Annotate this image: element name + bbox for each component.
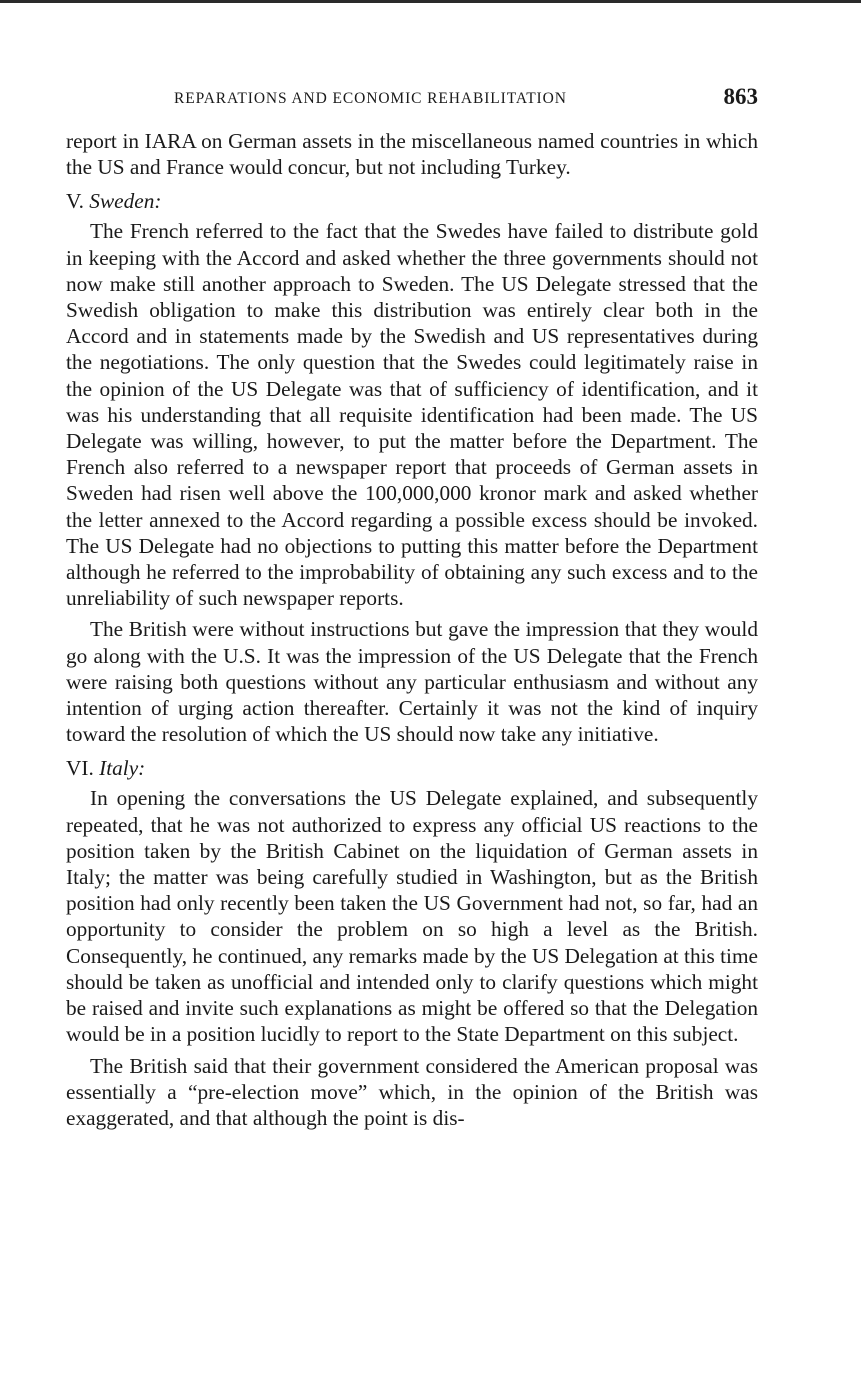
body-text (66, 128, 758, 1131)
paragraph-sweden-2: The British were without instructions but gave the impression that they would go along with the U.S. It was the impression of the US Delegate that the French were raising both questions without any particular enthusiasm and without any intention of urging action thereafter. Certainly it was not the kind of inquiry toward the resolution of which the US should now take any initiative. (66, 617, 758, 747)
paragraph-italy-2: The British said that their government considered the American proposal was essentially a “pre-election move” which, in the opinion of the British was exaggerated, and that although the point is dis- (66, 1053, 758, 1130)
continuation-paragraph: report in IARA on German assets in the miscellaneous named countries in which the US and France would concur, but not including Turkey. (66, 129, 758, 180)
section-heading-sweden (66, 188, 758, 214)
paragraph-italy-1: In opening the conversations the US Delegate explained, and subsequently repeated, that he was not authorized to express any official US reactions to the position taken by the British Cabinet on the liquidation of German assets in Italy; the matter was being carefully studied in Washington, but as the British position had only recently been taken the US Government had not, so far, had an opportunity to consider the problem on so high a level as the British. Consequently, he continued, any remarks made by the US Delegation at this time should be taken as unofficial and intended only to clarify questions which might be raised and invite such explanations as might be offered so that the Delegation would be in a position lucidly to report to the State Department on this subject. (66, 786, 758, 1047)
running-header (66, 84, 758, 118)
paragraph-sweden-1: The French referred to the fact that the Swedes have failed to distribute gold in keeping with the Accord and asked whether the three governments should not now make still another approach to Sweden. The US Delegate stressed that the Swedish obligation to make this distribution was entirely clear both in the Accord and in statements made by the Swedish and US representatives during the negotiations. The only question that the Swedes could legitimately raise in the opinion of the US Delegate was that of sufficiency of identification, and it was his understanding that all requisite identification had been made. The US Delegate was willing, however, to put the matter before the Department. The French also referred to a newspaper report that proceeds of German assets in Sweden had risen well above the 100,000,000 kronor mark and asked whether the letter annexed to the Accord regarding a possible excess should be invoked. The US Delegate had no objections to putting this matter before the Department although he referred to the improbability of obtaining any such excess and to the unreliability of such newspaper reports. (66, 219, 758, 611)
section-numeral: VI. (66, 756, 94, 781)
running-title: REPARATIONS AND ECONOMIC REHABILITATION (174, 90, 567, 107)
document-page (66, 84, 758, 1131)
section-title: Sweden: (89, 189, 162, 214)
top-edge-rule (0, 0, 861, 3)
section-numeral: V. (66, 189, 84, 214)
section-heading-italy (66, 755, 758, 781)
section-title: Italy: (99, 756, 146, 781)
page-number: 863 (723, 84, 758, 109)
